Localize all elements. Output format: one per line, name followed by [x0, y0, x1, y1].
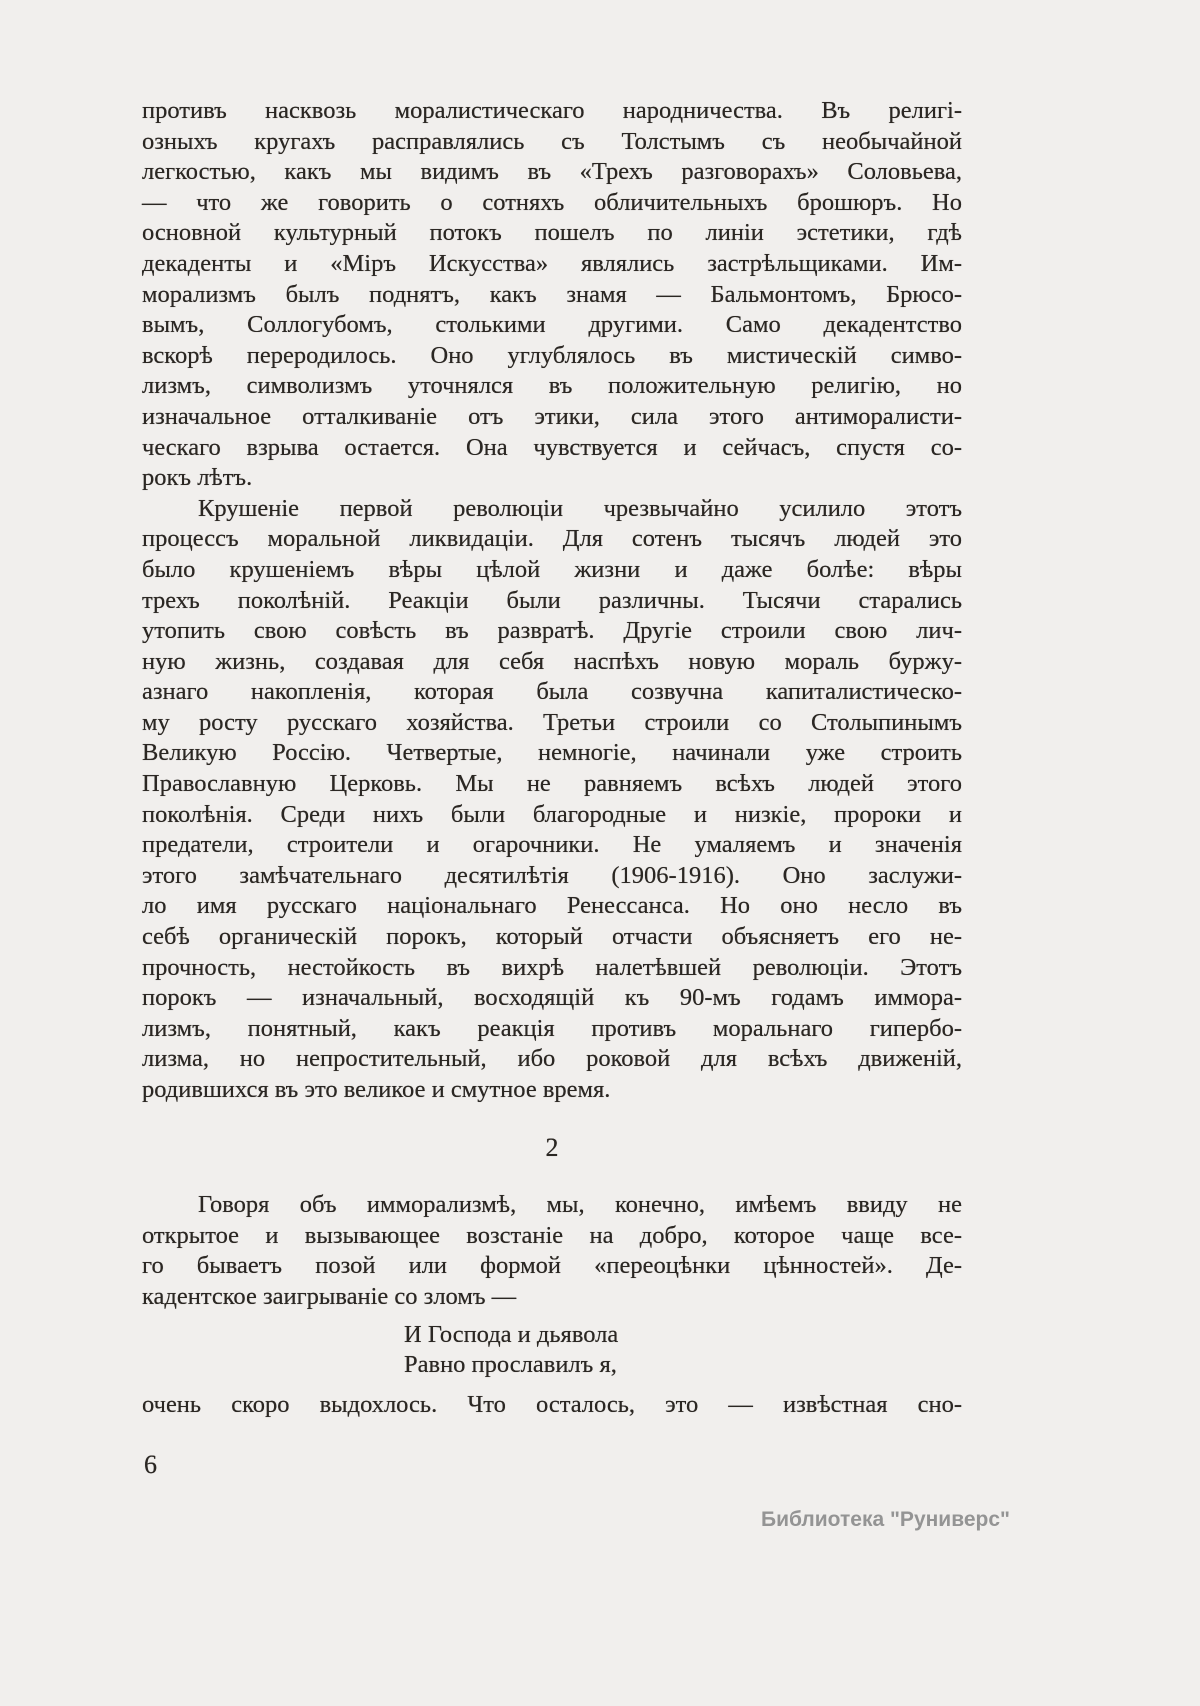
- text-line: морализмъ былъ поднятъ, какъ знамя — Бальмонтомъ, Брюсо-: [142, 280, 962, 308]
- text-line: легкостью, какъ мы видимъ въ «Трехъ разговорахъ» Соловьева,: [142, 158, 962, 186]
- text-line: прочность, нестойкость въ вихрѣ налетѣвшей революціи. Этотъ: [142, 953, 962, 981]
- text-line: поколѣнія. Среди нихъ были благородные и низкіе, пророки и: [142, 800, 962, 828]
- text-line: рокъ лѣтъ.: [142, 464, 253, 492]
- text-line: И Господа и дьявола: [404, 1320, 619, 1348]
- text-line: родившихся въ это великое и смутное время.: [142, 1076, 611, 1103]
- text-line: Равно прославилъ я,: [404, 1351, 617, 1379]
- paragraph-immoralism: [142, 1190, 962, 1312]
- text-line: изначальное отталкиваніе отъ этики, сила этого антиморалисти-: [142, 402, 962, 430]
- library-watermark: Библиотека "Руниверс": [760, 1508, 1010, 1531]
- text-line: открытое и вызывающее возстаніе на добро, которое чаще все-: [142, 1221, 962, 1249]
- text-line: ло имя русскаго національнаго Ренессанса. Но оно несло въ: [142, 892, 962, 920]
- text-line: противъ насквозь моралистическаго народничества. Въ религі-: [142, 97, 962, 124]
- text-line: вскорѣ переродилось. Оно углублялось въ мистическій симво-: [142, 341, 962, 369]
- verse-quote: [142, 1320, 962, 1381]
- text-line: — что же говорить о сотняхъ обличительныхъ брошюръ. Но: [142, 188, 962, 216]
- text-line: декаденты и «Міръ Искусства» являлись застрѣльщиками. Им-: [142, 249, 962, 277]
- text-line: порокъ — изначальный, восходящій къ 90-мъ годамъ иммора-: [142, 984, 962, 1012]
- text-line: основной культурный потокъ пошелъ по линіи эстетики, гдѣ: [142, 219, 962, 247]
- text-line: ческаго взрыва остается. Она чувствуется и сейчасъ, спустя со-: [142, 433, 962, 461]
- text-line: трехъ поколѣній. Реакціи были различны. Тысячи старались: [142, 586, 962, 614]
- text-line: лизма, но непростительный, ибо роковой для всѣхъ движеній,: [142, 1045, 962, 1073]
- text-line: было крушеніемъ вѣры цѣлой жизни и даже болѣе: вѣры: [142, 555, 962, 583]
- text-line: азнаго накопленія, которая была созвучна капиталистическо-: [142, 678, 962, 706]
- text-line: лизмъ, понятный, какъ реакція противъ моральнаго гипербо-: [142, 1014, 962, 1042]
- text-line: очень скоро выдохлось. Что осталось, это — извѣстная сно-: [142, 1390, 962, 1418]
- text-line: Православную Церковь. Мы не равняемъ всѣхъ людей этого: [142, 770, 962, 798]
- text-line: утопить свою совѣсть въ развратѣ. Другіе строили свою лич-: [142, 617, 962, 645]
- text-block: [142, 96, 962, 1420]
- text-line: го бываетъ позой или формой «переоцѣнки цѣнностей». Де-: [142, 1252, 962, 1280]
- text-line: процессъ моральной ликвидаціи. Для сотенъ тысячъ людей это: [142, 525, 962, 553]
- text-line: му росту русскаго хозяйства. Третьи строили со Столыпинымъ: [142, 708, 962, 736]
- text-line: предатели, строители и огарочники. Не умаляемъ и значенія: [142, 831, 962, 859]
- text-line: этого замѣчательнаго десятилѣтія (1906-1916). Оно заслужи-: [142, 861, 962, 889]
- text-line: Говоря объ имморализмѣ, мы, конечно, имѣемъ ввиду не: [198, 1191, 962, 1219]
- text-line: Крушеніе первой революціи чрезвычайно усилило этотъ: [198, 494, 962, 522]
- paragraph-revolution-crash: [142, 494, 962, 1106]
- text-line: кадентское заигрываніе со зломъ —: [142, 1282, 517, 1310]
- text-line: вымъ, Соллогубомъ, столькими другими. Само декадентство: [142, 311, 962, 339]
- text-line: ную жизнь, создавая для себя наспѣхъ новую мораль буржу-: [142, 647, 962, 675]
- section-heading: 2: [545, 1132, 559, 1162]
- text-line: Великую Россію. Четвертые, немногіе, начинали уже строить: [142, 739, 962, 767]
- text-line: лизмъ, символизмъ уточнялся въ положительную религію, но: [142, 372, 962, 400]
- text-line: озныхъ кругахъ расправлялись съ Толстымъ съ необычайной: [142, 127, 962, 155]
- text-line: себѣ органическій порокъ, который отчасти объясняетъ его не-: [142, 923, 962, 951]
- page-number: 6: [144, 1450, 157, 1479]
- paragraph-final: [142, 1390, 962, 1421]
- paragraph-continuation: [142, 96, 962, 494]
